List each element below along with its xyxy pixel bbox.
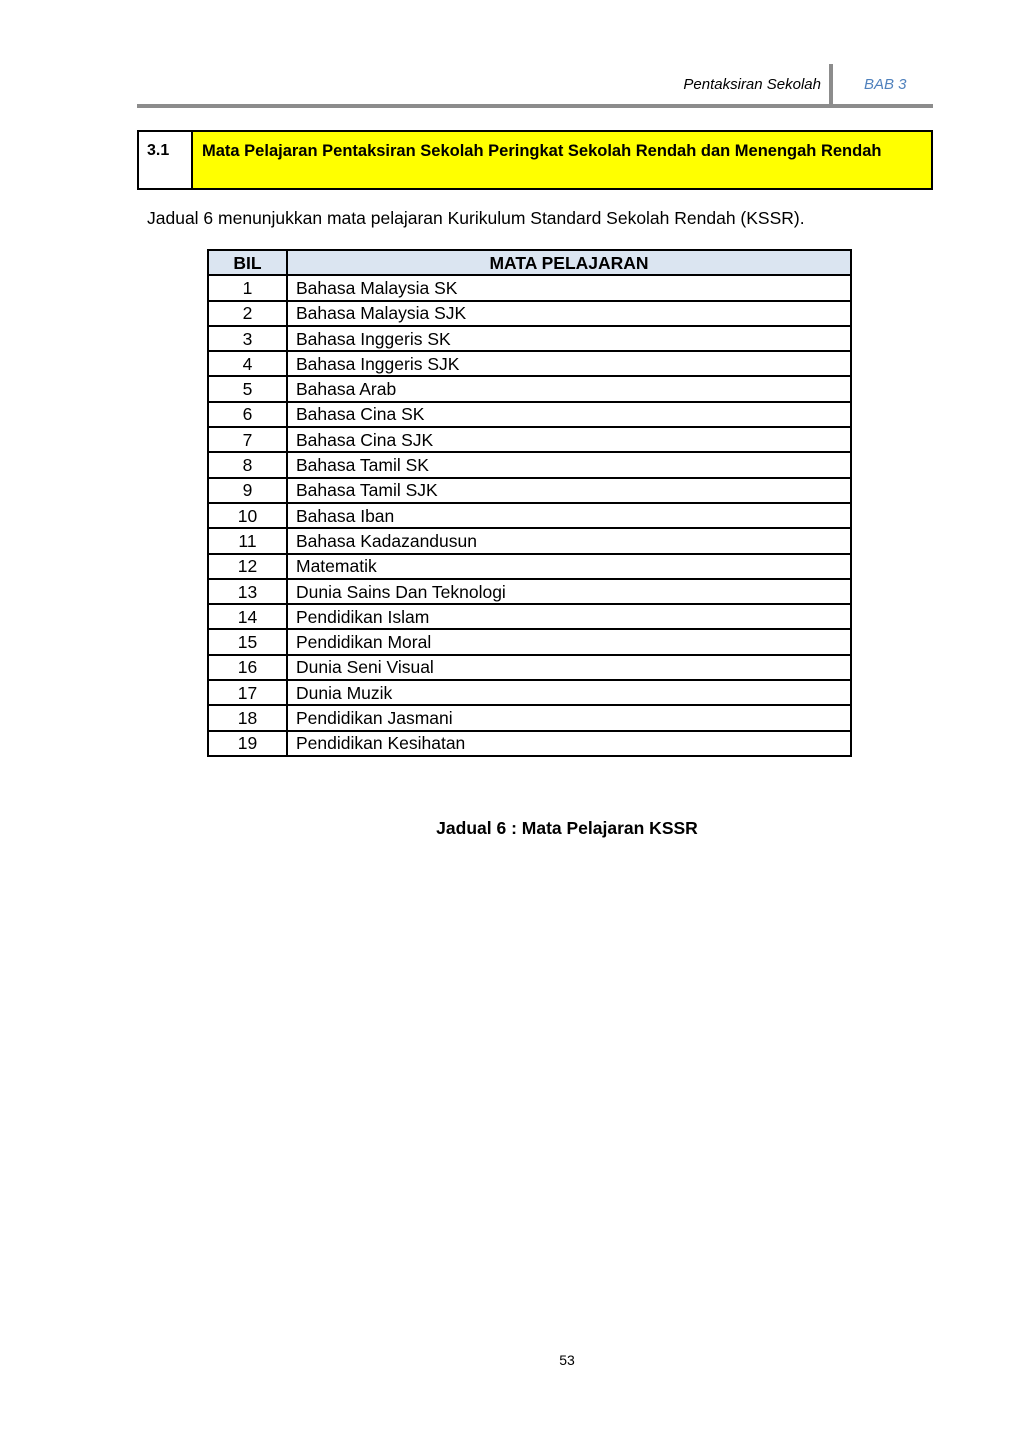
row-number: 4 xyxy=(208,351,287,376)
row-number: 2 xyxy=(208,301,287,326)
row-number: 19 xyxy=(208,731,287,756)
row-number: 8 xyxy=(208,452,287,477)
subject-name: Dunia Muzik xyxy=(287,680,851,705)
table-row xyxy=(208,705,851,730)
subject-name: Dunia Seni Visual xyxy=(287,655,851,680)
subject-name: Bahasa Inggeris SK xyxy=(287,326,851,351)
row-number: 1 xyxy=(208,275,287,300)
table-row xyxy=(208,351,851,376)
section-number: 3.1 xyxy=(139,132,193,188)
subject-name: Pendidikan Islam xyxy=(287,604,851,629)
row-number: 15 xyxy=(208,629,287,654)
subject-name: Bahasa Tamil SK xyxy=(287,452,851,477)
page-number: 53 xyxy=(559,1352,575,1368)
subject-name: Bahasa Inggeris SJK xyxy=(287,351,851,376)
table-row xyxy=(208,579,851,604)
subject-name: Matematik xyxy=(287,554,851,579)
subject-name: Bahasa Arab xyxy=(287,376,851,401)
table-row xyxy=(208,326,851,351)
row-number: 5 xyxy=(208,376,287,401)
subject-name: Bahasa Kadazandusun xyxy=(287,528,851,553)
subject-name: Bahasa Malaysia SJK xyxy=(287,301,851,326)
table-row xyxy=(208,275,851,300)
subject-name: Bahasa Cina SJK xyxy=(287,427,851,452)
table-row xyxy=(208,301,851,326)
row-number: 12 xyxy=(208,554,287,579)
page-header xyxy=(137,62,933,108)
table-row xyxy=(208,604,851,629)
subject-name: Bahasa Cina SK xyxy=(287,402,851,427)
table-header-row xyxy=(208,250,851,275)
header-divider xyxy=(829,64,833,106)
header-title: Pentaksiran Sekolah xyxy=(683,76,821,93)
table-row xyxy=(208,680,851,705)
subject-name: Bahasa Malaysia SK xyxy=(287,275,851,300)
subject-name: Bahasa Iban xyxy=(287,503,851,528)
row-number: 6 xyxy=(208,402,287,427)
table-row xyxy=(208,554,851,579)
header-rule xyxy=(137,104,933,108)
table-caption: Jadual 6 : Mata Pelajaran KSSR xyxy=(436,818,698,838)
section-title: Mata Pelajaran Pentaksiran Sekolah Peringkat Sekolah Rendah dan Menengah Rendah xyxy=(193,132,931,188)
subject-name: Dunia Sains Dan Teknologi xyxy=(287,579,851,604)
table-body xyxy=(208,275,851,756)
table-row xyxy=(208,655,851,680)
table-row xyxy=(208,452,851,477)
table-row xyxy=(208,478,851,503)
row-number: 9 xyxy=(208,478,287,503)
row-number: 14 xyxy=(208,604,287,629)
subject-name: Pendidikan Jasmani xyxy=(287,705,851,730)
row-number: 18 xyxy=(208,705,287,730)
table-row xyxy=(208,629,851,654)
table-row xyxy=(208,731,851,756)
column-header-bil: BIL xyxy=(208,250,287,275)
row-number: 3 xyxy=(208,326,287,351)
table-row xyxy=(208,503,851,528)
row-number: 11 xyxy=(208,528,287,553)
subject-name: Pendidikan Moral xyxy=(287,629,851,654)
row-number: 17 xyxy=(208,680,287,705)
subject-name: Pendidikan Kesihatan xyxy=(287,731,851,756)
table-row xyxy=(208,528,851,553)
row-number: 13 xyxy=(208,579,287,604)
header-chapter: BAB 3 xyxy=(864,76,907,93)
table-row xyxy=(208,402,851,427)
intro-paragraph: Jadual 6 menunjukkan mata pelajaran Kurikulum Standard Sekolah Rendah (KSSR). xyxy=(147,208,805,228)
subjects-table xyxy=(207,249,852,757)
subject-name: Bahasa Tamil SJK xyxy=(287,478,851,503)
row-number: 10 xyxy=(208,503,287,528)
row-number: 7 xyxy=(208,427,287,452)
row-number: 16 xyxy=(208,655,287,680)
section-heading xyxy=(137,130,933,190)
table-row xyxy=(208,427,851,452)
column-header-mata-pelajaran: MATA PELAJARAN xyxy=(287,250,851,275)
table-row xyxy=(208,376,851,401)
